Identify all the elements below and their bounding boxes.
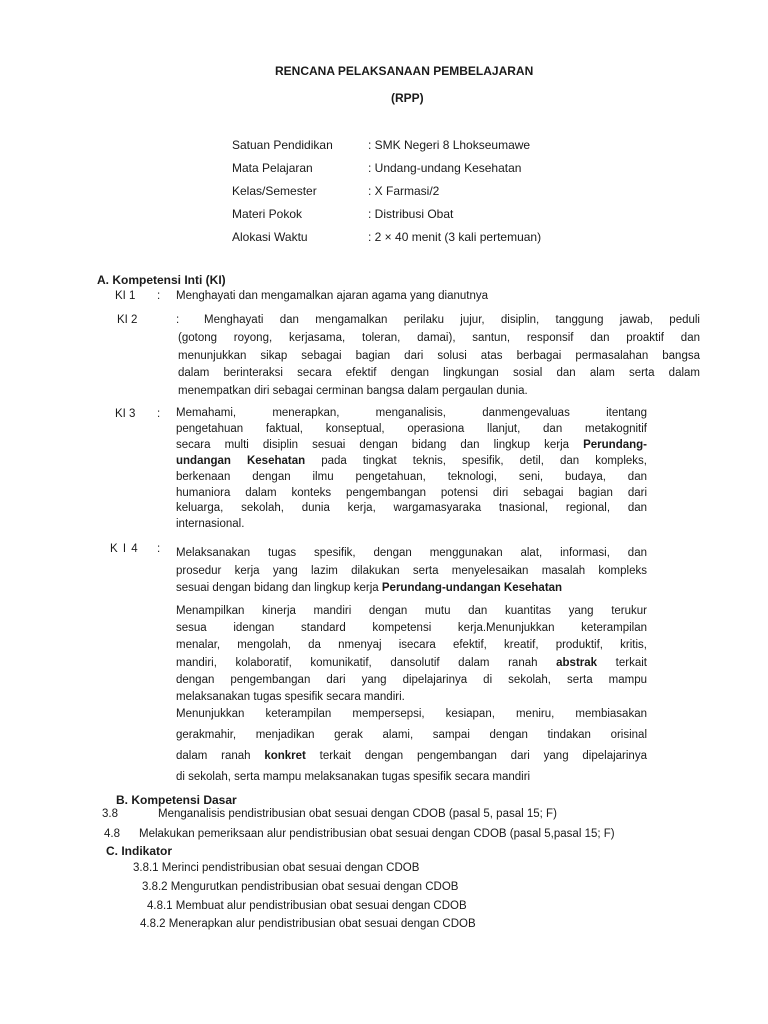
ki4-line: menalar, mengolah, da nmenyaj isecara efektif, kreatif, produktif, kritis, xyxy=(176,639,647,652)
ki4-paragraph-3 xyxy=(176,704,647,788)
indicator-item: 4.8.1 Membuat alur pendistribusian obat sesuai dengan CDOB xyxy=(147,900,467,912)
ki4-line xyxy=(176,746,647,767)
indicator-item: 4.8.2 Menerapkan alur pendistribusian obat sesuai dengan CDOB xyxy=(140,918,476,930)
ki4-line-part: sesuai dengan bidang dan lingkup kerja xyxy=(176,582,379,594)
identity-label: Satuan Pendidikan xyxy=(232,138,333,152)
ki4-paragraph-2 xyxy=(176,603,647,706)
document-subtitle: (RPP) xyxy=(391,91,424,105)
ki2-line: Menghayati dan mengamalkan perilaku jujur, disiplin, tanggung jawab, peduli xyxy=(204,314,700,326)
ki4-line: di sekolah, serta mampu melaksanakan tugas spesifik secara mandiri xyxy=(176,771,531,783)
ki1-label: KI 1 xyxy=(115,290,136,302)
ki3-line xyxy=(176,438,647,454)
ki2-line: menunjukkan sikap sebagai bagian dari solusi atas berbagai permasalahan bangsa xyxy=(178,349,700,362)
identity-value: : Undang-undang Kesehatan xyxy=(368,161,522,175)
ki4-line: melaksanakan tugas spesifik secara mandiri. xyxy=(176,691,405,704)
ki1-colon: : xyxy=(157,290,161,302)
identity-label: Mata Pelajaran xyxy=(232,161,313,175)
ki4-line: Menunjukkan keterampilan mempersepsi, kesiapan, meniru, membiasakan xyxy=(176,708,647,720)
ki2-paragraph xyxy=(178,312,700,401)
ki4-line: Menampilkan kinerja mandiri dengan mutu dan kuantitas yang terukur xyxy=(176,605,647,617)
section-b-heading: B. Kompetensi Dasar xyxy=(116,793,237,807)
ki4-line-part: terkait dengan pengembangan dari yang dipelajarinya xyxy=(319,750,647,762)
ki4-line: gerakmahir, menjadikan gerak alami, sampai dengan tindakan orisinal xyxy=(176,729,647,741)
ki3-line xyxy=(176,454,647,470)
ki2-label: KI 2 xyxy=(117,314,138,326)
kd-number: 3.8 xyxy=(102,808,118,820)
ki4-paragraph-1 xyxy=(176,545,647,598)
kd-text: Menganalisis pendistribusian obat sesuai dengan CDOB (pasal 5, pasal 15; F) xyxy=(158,808,557,820)
ki3-line: internasional. xyxy=(176,518,245,531)
document-title: RENCANA PELAKSANAAN PEMBELAJARAN xyxy=(275,64,534,78)
indicator-item: 3.8.1 Merinci pendistribusian obat sesuai dengan CDOB xyxy=(133,862,420,874)
ki3-line: berkenaan dengan ilmu pengetahuan, teknologi, seni, budaya, dan xyxy=(176,470,647,483)
ki4-label: K I 4 xyxy=(110,543,139,555)
ki3-line-part: secara multi disiplin sesuai dengan bidang dan lingkup kerja xyxy=(176,438,570,451)
identity-value: : 2 × 40 menit (3 kali pertemuan) xyxy=(368,230,542,244)
ki4-line: sesua idengan standard kompetensi kerja.Menunjukkan keterampilan xyxy=(176,622,647,635)
identity-value: : SMK Negeri 8 Lhokseumawe xyxy=(368,138,531,152)
ki3-line: humaniora dalam konteks pengembangan potensi diri sebagai bagian dari xyxy=(176,486,647,499)
ki4-colon: : xyxy=(157,543,161,555)
ki4-line xyxy=(176,655,647,672)
ki4-line-part: mandiri, kolaboratif, komunikatif, dansolutif dalam ranah xyxy=(176,656,538,669)
identity-label: Kelas/Semester xyxy=(232,184,317,198)
identity-label: Materi Pokok xyxy=(232,207,303,221)
ki2-colon: : xyxy=(176,314,180,326)
ki3-emphasis: undangan Kesehatan xyxy=(176,454,306,467)
ki4-line xyxy=(176,580,647,598)
ki4-emphasis: abstrak xyxy=(556,656,598,669)
kd-text: Melakukan pemeriksaan alur pendistribusian obat sesuai dengan CDOB (pasal 5,pasal 15; F) xyxy=(139,828,615,840)
ki3-line: keluarga, sekolah, dunia kerja, wargamasyaraka tnasional, regional, dan xyxy=(176,502,647,515)
ki4-line-part: dalam ranah xyxy=(176,750,251,762)
ki2-line: (gotong royong, kerjasama, toleran, damai), santun, responsif dan proaktif dan xyxy=(178,331,700,344)
ki4-emphasis: Perundang-undangan Kesehatan xyxy=(381,582,563,594)
ki3-colon: : xyxy=(157,408,161,420)
indicator-item: 3.8.2 Mengurutkan pendistribusian obat sesuai dengan CDOB xyxy=(142,881,459,893)
identity-label: Alokasi Waktu xyxy=(232,230,308,244)
kd-number: 4.8 xyxy=(104,828,120,840)
ki4-line: dengan pengembangan dari yang dipelajarinya di sekolah, serta mampu xyxy=(176,673,647,686)
ki3-line: Memahami, menerapkan, menganalisis, danmengevaluas itentang xyxy=(176,407,647,419)
ki3-line-part: pada tingkat teknis, spesifik, detil, dan kompleks, xyxy=(321,454,647,467)
ki3-line: pengetahuan faktual, konseptual, operasiona llanjut, dan metakognitif xyxy=(176,422,647,435)
ki4-line-part: terkait xyxy=(615,656,647,669)
ki3-paragraph xyxy=(176,406,647,533)
identity-value: : Distribusi Obat xyxy=(368,207,454,221)
ki2-line: dalam berinteraksi secara efektif dengan lingkungan sosial dan alam serta dalam xyxy=(178,367,700,380)
ki4-emphasis: konkret xyxy=(264,750,306,762)
ki4-line: Melaksanakan tugas spesifik, dengan menggunakan alat, informasi, dan xyxy=(176,547,647,559)
ki4-line: prosedur kerja yang lazim dilakukan serta menyelesaikan masalah kompleks xyxy=(176,564,647,577)
ki3-emphasis: Perundang- xyxy=(583,438,647,451)
section-a-heading: A. Kompetensi Inti (KI) xyxy=(97,273,226,287)
section-c-heading: C. Indikator xyxy=(106,844,173,858)
ki1-text: Menghayati dan mengamalkan ajaran agama yang dianutnya xyxy=(176,290,488,302)
ki3-label: KI 3 xyxy=(115,408,136,420)
ki2-line: menempatkan diri sebagai cerminan bangsa dalam pergaulan dunia. xyxy=(178,385,528,398)
identity-value: : X Farmasi/2 xyxy=(368,184,440,198)
